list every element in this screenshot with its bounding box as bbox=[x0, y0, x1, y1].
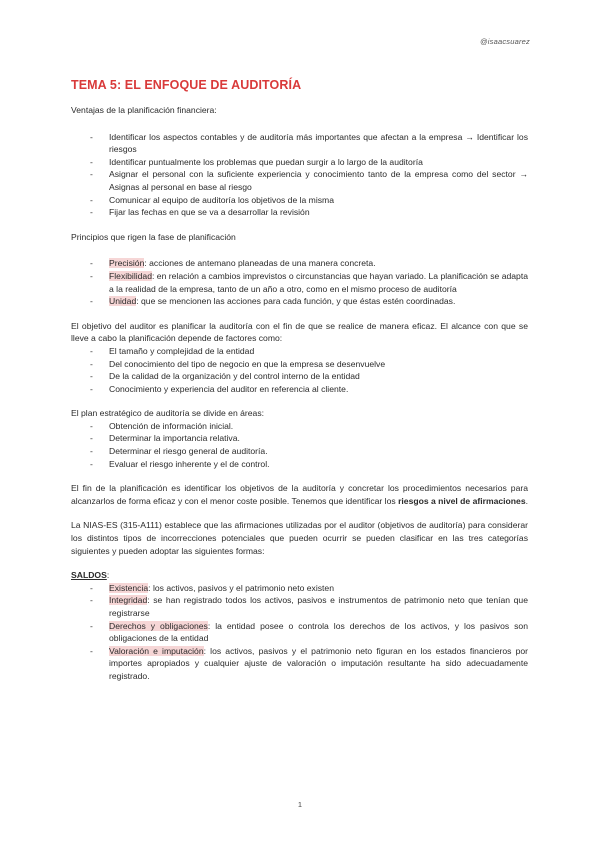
list-item: - Identificar los aspectos contables y de auditoría más importantes que afectan a la empresa → Identificar los riesgos bbox=[71, 131, 528, 156]
paragraph-end: . bbox=[525, 495, 528, 506]
highlighted-term: Valoración e imputación bbox=[109, 645, 204, 656]
saldos-list bbox=[71, 582, 528, 683]
term-description: : que se mencionen las acciones para cada función, y que éstas estén coordinadas. bbox=[136, 296, 456, 307]
highlighted-term: Precisión bbox=[109, 258, 145, 269]
list-item: - Obtención de información inicial. bbox=[71, 420, 528, 433]
list-item: - Evaluar el riesgo inherente y el de control. bbox=[71, 458, 528, 471]
section6-paragraph: La NIAS-ES (315-A111) establece que las afirmaciones utilizadas por el auditor (objetivos de auditoría) para considerar los distintos tipos de incorrecciones potenciales que pueden ocurrir se pueden clasificar en las tres categorías siguientes y pueden adoptar las siguientes formas: bbox=[71, 520, 528, 556]
list-item: - Asignar el personal con la suficiente experiencia y conocimiento tanto de la empresa como del sector → Asignas al personal en base al riesgo bbox=[71, 168, 528, 193]
section4-intro: El plan estratégico de auditoría se divide en áreas: bbox=[71, 408, 265, 419]
list-item bbox=[71, 270, 528, 295]
section3-list bbox=[71, 345, 528, 395]
term-description: : los activos, pasivos y el patrimonio neto existen bbox=[148, 582, 334, 593]
section5-paragraph bbox=[71, 482, 528, 507]
list-item: - Del conocimiento del tipo de negocio en que la empresa se desenvuelve bbox=[71, 358, 528, 371]
term-description: : los activos, pasivos y el patrimonio neto figuran en los estados financieros por importes apropiados y cualquier ajuste de valoración o imputación resultante ha sido adecuadamente registrado. bbox=[109, 645, 528, 681]
highlighted-term: Unidad bbox=[109, 296, 137, 307]
saldos-colon: : bbox=[106, 570, 110, 581]
bold-phrase: riesgos a nivel de afirmaciones bbox=[398, 495, 526, 506]
list-item: - Conocimiento y experiencia del auditor en referencia al cliente. bbox=[71, 383, 528, 396]
section1-intro: Ventajas de la planificación financiera: bbox=[71, 105, 217, 115]
list-item: - Determinar el riesgo general de auditoría. bbox=[71, 445, 528, 458]
list-item bbox=[71, 620, 528, 645]
saldos-heading: SALDOS bbox=[71, 570, 107, 581]
section2-list bbox=[71, 257, 528, 307]
section4-list bbox=[71, 420, 528, 470]
document-body bbox=[71, 104, 528, 683]
term-description: : en relación a cambios imprevistos o circunstancias que hayan variado. La planificación se adapta a la realidad de la empresa, tanto de un año a otro, como en el mismo proceso de auditoría bbox=[109, 270, 528, 294]
term-description: : acciones de antemano planeadas de una manera concreta. bbox=[144, 258, 376, 269]
highlighted-term: Derechos y obligaciones bbox=[109, 620, 208, 631]
list-item bbox=[71, 257, 528, 270]
list-item: - Determinar la importancia relativa. bbox=[71, 432, 528, 445]
list-item bbox=[71, 594, 528, 619]
paragraph-text: El fin de la planificación es identificar los objetivos de la auditoría y concretar los procedimientos necesarios para alcanzarlos de forma eficaz y con el menor coste posible. Tenemos que identificar los bbox=[71, 483, 528, 506]
author-handle: @isaacsuarez bbox=[479, 37, 530, 46]
page-title: TEMA 5: EL ENFOQUE DE AUDITORÍA bbox=[71, 78, 302, 92]
list-item: - El tamaño y complejidad de la entidad bbox=[71, 345, 528, 358]
highlighted-term: Integridad bbox=[109, 595, 148, 606]
list-item bbox=[71, 295, 528, 308]
section3-intro: El objetivo del auditor es planificar la auditoría con el fin de que se realice de manera eficaz. El alcance con que se lleve a cabo la planificación depende de factores como: bbox=[71, 320, 528, 344]
section1-list bbox=[71, 131, 528, 219]
term-description: : se han registrado todos los activos, pasivos e instrumentos de patrimonio neto que tenían que registrarse bbox=[109, 595, 528, 618]
saldos-heading-line bbox=[71, 569, 528, 582]
section2-intro: Principios que rigen la fase de planificación bbox=[71, 231, 236, 242]
list-item: - Comunicar al equipo de auditoría los objetivos de la misma bbox=[71, 194, 528, 207]
term-description: : la entidad posee o controla los derechos de los activos, y los pasivos son obligaciones de la entidad bbox=[109, 620, 528, 644]
highlighted-term: Flexibilidad bbox=[109, 270, 152, 281]
list-item: - Fijar las fechas en que se va a desarrollar la revisión bbox=[71, 206, 528, 219]
list-item: - De la calidad de la organización y del control interno de la entidad bbox=[71, 370, 528, 383]
list-item bbox=[71, 582, 528, 595]
list-item: - Identificar puntualmente los problemas que puedan surgir a lo largo de la auditoría bbox=[71, 156, 528, 169]
page-number: 1 bbox=[297, 800, 303, 809]
list-item bbox=[71, 645, 528, 683]
highlighted-term: Existencia bbox=[109, 582, 149, 593]
